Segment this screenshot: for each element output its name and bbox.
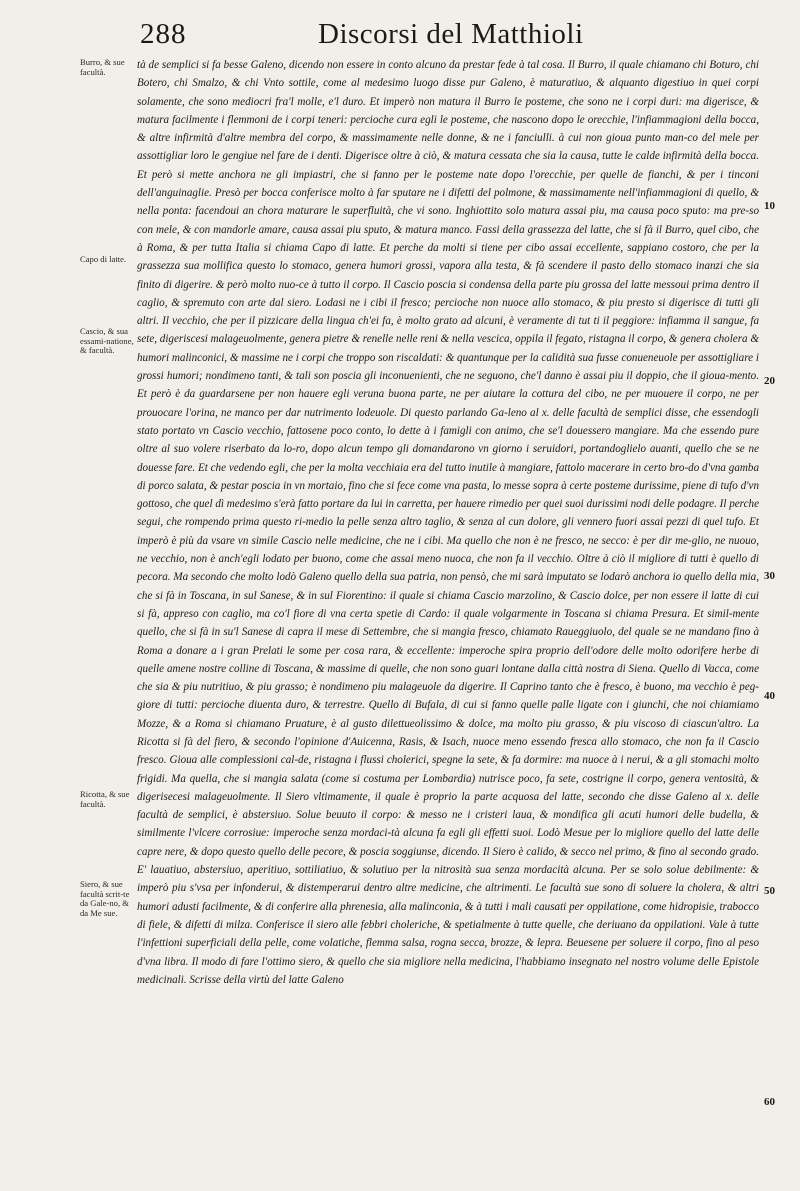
line-number: 20 bbox=[764, 375, 775, 387]
running-title: Discorsi del Matthioli bbox=[318, 18, 584, 50]
margin-note-capo-di-latte: Capo di latte. bbox=[80, 254, 127, 264]
margin-note-siero: Siero, & sue facultà scrit-te da Gale-no, & da Me sue. bbox=[80, 879, 130, 918]
page-header bbox=[0, 14, 800, 58]
line-number: 30 bbox=[764, 570, 775, 582]
margin-note-burro: Burro, & sue facultà. bbox=[80, 57, 125, 77]
body-paragraph: tà de semplici si fa besse Galeno, dicendo non essere in conto alcuno da prestar fede à tal cosa. Il Burro, il quale chiamano chi Boturo, chi Botero, chi Smalzo, & chi Vnto sottile, come al medesimo luogo disse pur Galeno, è maturatiuo, & alquanto digestiuo in quei corpi solamente, che sono mediocri fra'l molle, e'l duro. Et imperò non matura il Burro le posteme, che sono ne i corpi duri: ma digerisce, & matura facilmente i flemmoni de i corpi teneri: percioche cura egli le posteme, che nascono dopo le orecchie, l'infiammagioni della bocca, & altre infirmità d'altre membra del corpo, & massimamente nelle donne, & ne i fanciulli. à cui non gioua punto man-co del mele per assottigliar loro le gengiue nel fare de i denti. Digerisce oltre à ciò, & matura cessata che sia la causa, tutte le calde infirmità della bocca. Et però si mette anchora ne gli impiastri, che si fanno per le posteme nate dopo l'orecchie, per quelle de fianchi, & per i tinconi dell'anguinaglie. Presò per bocca conferisce molto à far sputare ne i difetti del polmone, & massimamente nell'infiammagioni di quello, & nella ponta: facendoui an chora maturare le superfluità, che vi sono. Inghiottito solo matura assai piu, ma causa poco sputo: ma pre-so con mele, & con mandorle amare, causa assai piu sputo, & matura manco. Fassi della grassezza del latte, che si fà il Burro, quel cibo, che à Roma, & per tutta Italia si chiama Capo di latte. Et perche da molti si tiene per cibo assai eccellente, sappiano costoro, che per la grassezza sua mollifica questo lo stomaco, genera humori grossi, vapora alla testa, & fà scendere il pasto dello stomaco inanzi che sia finito di digerire. & però molto nuo-ce à tutto il corpo. Il Cascio poscia si condensa della parte piu grossa del latte messoui prima dentro il caglio, & spremuto con arte dal siero. Lodasi ne i cibi il fresco; percioche non nuoce allo stomaco, & piu presto si digerisce di tutti gli altri. Il vecchio, che per il pizzicare della lingua ch'ei fa, è molto grato ad alcuni, è veramente di tut ti il peggiore: infiamma il sangue, fa sete, digeriscesi malageuolmente, genera pietre & renelle nelle reni & nella vescica, oppila il fegato, ristagna il corpo, & genera cholera & humori malinconici, & massime ne i corpi che troppo son riscaldati: & quantunque per la calidità sua fusse conueneuole per assottigliare i grossi humori; nondimeno tanti, & tali son poscia gli inconuenienti, che ne seguono, che'l danno è assai piu il doppio, che il gioua-mento. Et però è da guardarsene per non hauere egli veruna buona parte, ne per aiutare la cottura del cibo, ne per muouere il corpo, ne per prouocare l'orina, ne manco per dar nutrimento lodeuole. Di questo parlando Ga-leno al x. delle facultà de semplici disse, che essendogli stato portato vn Cascio vecchio, fattosene poco conto, lo dette à i famigli con animo, che se'l douessero mangiare. Ma che essendo pure oltre al suo volere riserbato da lo-ro, dopo alcun tempo gli domandarono vn giorno i seruidori, portandoglielo auanti, quello che se ne douesse fare. Et che vedendo egli, che per la molta vecchiaia era del tutto inutile à mangiare, fattolo macerare in certo bro-do d'vna gamba di porco salata, & pestar poscia in vn mortaio, fino che si fece come vna pasta, lo messe sopra à certe posteme durissime, piene di tufo d'vn gottoso, che quel dì medesimo s'erà fatto portare da lui in carretta, per hauere rimedio per quei suoi durissimi nodi delle podagre. Il perche segui, che rompendo prima questo ri-medio la pelle senza altro taglio, & senza al cun dolore, gli vennero fuori assai pezzi di quel tufo. Et imperò è più da vsare vn simile Cascio nelle medicine, che ne i cibi. Ma quello che non è ne fresco, ne secco: è per dir me-glio, ne nuouo, ne vecchio, non è anch'egli lodato per buono, come che assai meno nuoca, che non fa il vecchio. Oltre à ciò il migliore di tutti è quello di pecora. Ma secondo che molto lodò Galeno quello della sua patria, non pensò, che mi sarà imputato se lodarò anchora io quello della mia, che si fà in Toscana, in sul Sanese, & in sul Fiorentino: il quale si chiama Cascio marzolino, & Cascio dolce, per non essere il latte di cui si fà, appreso con caglio, ma co'l fiore di vna certa spetie di Cardo: il quale volgarmente in Toscana si chiama Presura. Et simil-mente quello, che si fà in su'l Sanese di capra il mese di Settembre, che si mangia fresco, chiamato Raueggiuolo, del quale se ne mandano fino à Roma a donare a i gran Prelati le some per cosa rara, & eccellente: imperoche spira proprio dell'odore delle molto odorifere herbe di quelle amene nostre colline di Toscana, & massime di quelle, che non sono guari lontane dalla città nostra di Siena. Quello di Vacca, come che sia & piu nutritiuo, & piu grasso; è nondimeno piu malageuole da digerire. Il Caprino tanto che è fresco, è buono, ma vecchio è peg-giore di tutti: percioche diuenta duro, & terrestre. Quello di Bufala, di cui si fanno quelle palle ligate con i giunchi, che noi chiamiamo Mozze, & a Roma si chiamano Pruature, è al gusto dilettueolissimo & dolce, ma molto piu grasso, & piu viscoso di ciascun'altro. La Ricotta si fà del fiero, & secondo l'opinione d'Auicenna, Rasis, & Isach, nuoce meno essendo fresca allo stomaco, che non fa il Cascio fresco. Gioua alle complessioni cal-de, ristagna i flussi cholerici, spegne la sete, & fa dormire: ma nuoce à i nerui, & a gli stomachi molto frigidi. Ma quella, che si mangia salata (come si costuma per Lombardia) nutrisce poco, fa sete, costrigne il corpo, genera ventosità, & digerisecesi malageuolmente. Il Siero vltimamente, il quale è proprio la parte acquosa del latte, secondo che disse Galeno al x. delle facultà de semplici, è abstersiuo. Solue beuuto il corpo: & messo ne i cristeri laua, & mondifica gli acuti humori delle budella, & similmente l'vlcere corrosiue: imperoche senza mordaci-tà alcuna fa egli gli effetti suoi. Lodò Mesue per lo migliore quello del latte delle capre nere, & dopo questo quello delle pecore, & poscia soggiunse, dicendo. Il Siero è calido, & secco nel primo, & fino al secondo grado. E' lauatiuo, abstersiuo, aperitiuo, sottiliatiuo, & solutiuo per la nitrosità sua senza mordacità alcuna. Per se solo solue debilmente: & imperò piu s'vsa per infonderui, & distemperarui dentro altre medicine, che altrimenti. Le facultà sue sono di soluere la cholera, & altri humori adusti facilmente, & di conferire alla phrenesia, alla malinconia, & à tutti i mali causati per oppilatione, come hidropisie, trabocco di fiele, & difetti di milza. Conferisce il siero alle febbri choleriche, & spetialmente à tutte quelle, che deriuano da oppilationi. Vale à tutte l'infettioni superficiali della pelle, come volatiche, flemma salsa, rogna secca, brozze, & lepra. Beuesene per soluere il corpo, fino al peso d'vna libra. Il modo di fare l'ottimo siero, & quello che sia migliore nella medicina, l'habbiamo insegnato nel nostro volume delle Epistole medicinali. Scrisse della virtù del latte Galeno bbox=[137, 59, 759, 986]
line-number: 40 bbox=[764, 690, 775, 702]
body-text bbox=[137, 56, 759, 989]
line-number: 10 bbox=[764, 200, 775, 212]
line-number: 60 bbox=[764, 1096, 775, 1108]
line-number: 50 bbox=[764, 885, 775, 897]
margin-note-ricotta: Ricotta, & sue facultà. bbox=[80, 789, 130, 809]
page-number: 288 bbox=[140, 18, 187, 50]
margin-note-cascio: Cascio, & sua essami-natione, & facultà. bbox=[80, 326, 134, 356]
